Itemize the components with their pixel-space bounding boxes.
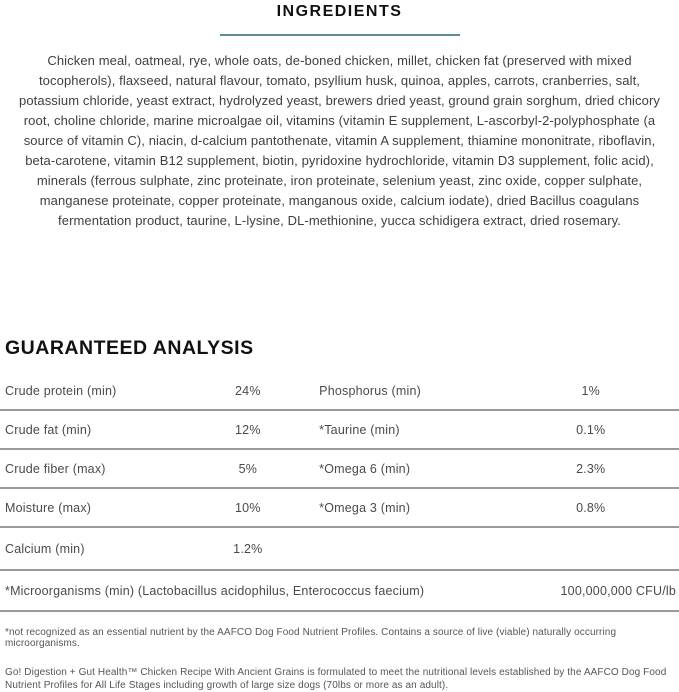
analysis-label: *Omega 3 (min) [285, 488, 502, 527]
analysis-value: 2.3% [502, 449, 679, 488]
analysis-label: Crude fat (min) [0, 410, 210, 449]
formulation-statement: Go! Digestion + Gut Health™ Chicken Recipe With Ancient Grains is formulated to meet the nutritional levels established by the AAFCO Dog Food Nutrient Profiles for All Life Stages including growth of large size dogs (70lbs or more as an adult). [5, 667, 667, 691]
ingredients-title: INGREDIENTS [276, 3, 403, 20]
analysis-row [0, 527, 679, 570]
analysis-row-microorganisms [0, 570, 679, 611]
analysis-label: Phosphorus (min) [285, 372, 502, 410]
analysis-value: 24% [210, 372, 285, 410]
analysis-value: 0.1% [502, 410, 679, 449]
guaranteed-analysis-section [0, 337, 679, 692]
analysis-label: Crude protein (min) [0, 372, 210, 410]
analysis-label: *Omega 6 (min) [285, 449, 502, 488]
analysis-value: 12% [210, 410, 285, 449]
guaranteed-analysis-title: GUARANTEED ANALYSIS [5, 337, 254, 359]
analysis-row [0, 410, 679, 449]
analysis-value: 0.8% [502, 488, 679, 527]
analysis-row [0, 488, 679, 527]
analysis-label: *Taurine (min) [285, 410, 502, 449]
analysis-value: 5% [210, 449, 285, 488]
analysis-label: Crude fiber (max) [0, 449, 210, 488]
analysis-label: Moisture (max) [0, 488, 210, 527]
analysis-value: 100,000,000 CFU/lb [502, 570, 679, 611]
ingredients-text: Chicken meal, oatmeal, rye, whole oats, de-boned chicken, millet, chicken fat (preserved with mixed tocopherols), flaxseed, natural flavour, tomato, psyllium husk, quinoa, apples, carrots, cranberries, salt, potassium chloride, yeast extract, hydrolyzed yeast, brewers dried yeast, ground grain sorghum, dried chicory root, choline chloride, marine microalgae oil, vitamins (vitamin E supplement, L-ascorbyl-2-polyphosphate (a source of vitamin C), niacin, d-calcium pantothenate, vitamin A supplement, thiamine mononitrate, riboflavin, beta-carotene, vitamin B12 supplement, biotin, pyridoxine hydrochloride, vitamin D3 supplement, folic acid), minerals (ferrous sulphate, zinc proteinate, iron proteinate, selenium yeast, zinc oxide, copper sulphate, manganese proteinate, copper proteinate, manganous oxide, calcium iodate), dried Bacillus coagulans fermentation product, taurine, L-lysine, DL-methionine, yucca schidigera extract, dried rosemary. [19, 53, 660, 228]
analysis-label: *Microorganisms (min) (Lactobacillus acidophilus, Enterococcus faecium) [0, 570, 502, 611]
analysis-value: 1% [502, 372, 679, 410]
analysis-value [502, 527, 679, 570]
analysis-value: 1.2% [210, 527, 285, 570]
analysis-label [285, 527, 502, 570]
guaranteed-analysis-table [0, 372, 679, 612]
aafco-footnote: *not recognized as an essential nutrient by the AAFCO Dog Food Nutrient Profiles. Contains a source of live (viable) naturally occurring microorganisms. [5, 627, 617, 649]
title-divider-line [220, 34, 460, 36]
analysis-value: 10% [210, 488, 285, 527]
analysis-row [0, 449, 679, 488]
analysis-row [0, 372, 679, 410]
analysis-label: Calcium (min) [0, 527, 210, 570]
